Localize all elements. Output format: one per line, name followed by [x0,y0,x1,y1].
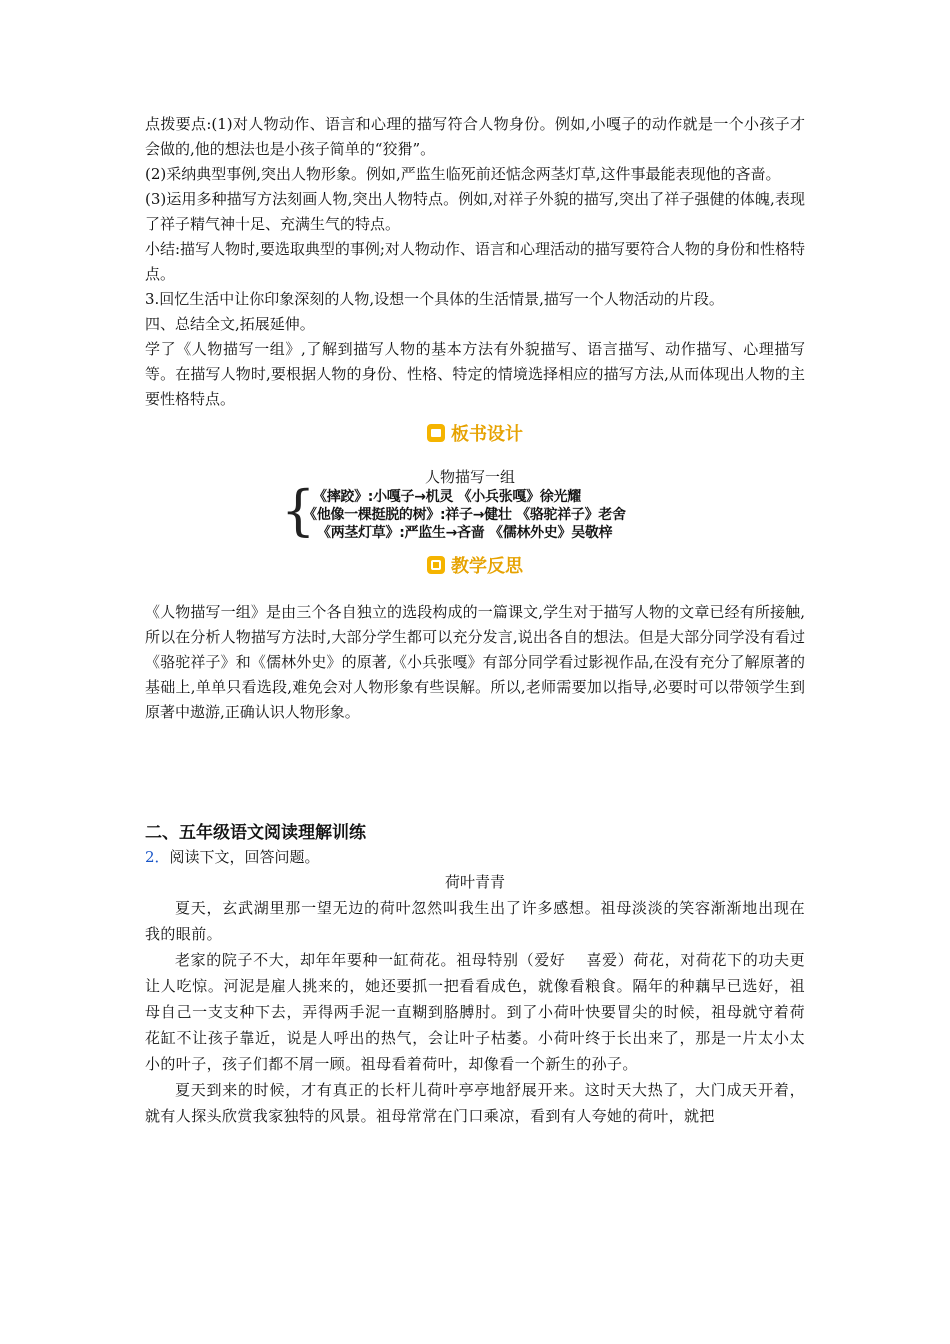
article-title: 荷叶青青 [444,873,505,891]
article-paragraph: 老家的院子不大，却年年要种一缸荷花。祖母特别（爱好 喜爱）荷花，对荷花下的功夫更让人吃惊。河泥是雇人挑来的，她还要抓一把看看成色，就像看粮食。隔年的种藕早已选好，祖母自己一支支种下去，弄得两手泥一直糊到胳膊肘。到了小荷叶快要冒尖的时候，祖母就守着荷花缸不让孩子靠近，说是人呼出的热气，会让叶子枯萎。小荷叶终于长出来了，那是一片太小太小的叶子，孩子们都不屑一顾。祖母看着荷叶，却像看一个新生的孙子。 [145,951,805,1073]
reflection-paragraph: 《人物描写一组》是由三个各自独立的选段构成的一篇课文,学生对于描写人物的文章已经有所接触,所以在分析人物描写方法时,大部分学生都可以充分发言,说出各自的想法。但是大部分同学没有看过《骆驼祥子》和《儒林外史》的原著,《小兵张嘎》有部分同学看过影视作品,在没有充分了解原著的基础上,单单只看选段,难免会对人物形象有些误解。所以,老师需要加以指导,必要时可以带领学生到原著中遨游,正确认识人物形象。 [145,603,805,721]
section-title: 教学反思 [451,556,523,577]
text-paragraph: 学了《人物描写一组》,了解到描写人物的基本方法有外貌描写、语言描写、动作描写、心理描写等。在描写人物时,要根据人物的身份、性格、特定的情境选择相应的描写方法,从而体现出人物的主要性格特点。 [145,340,805,408]
text-paragraph: 3.回忆生活中让你印象深刻的人物,设想一个具体的生活情景,描写一个人物活动的片段。 [145,290,724,308]
question-line [145,845,805,869]
brace-symbol: { [281,479,316,542]
blackboard-design [145,466,805,544]
section-title: 板书设计 [451,424,523,445]
text-paragraph: 点拨要点:(1)对人物动作、语言和心理的描写符合人物身份。例如,小嘎子的动作就是一个小孩子才会做的,他的想法也是小孩子简单的“狡猾”。 [145,115,805,158]
text-paragraph: 四、总结全文,拓展延伸。 [145,315,315,333]
question-number: 2． [145,848,170,866]
pen-icon [427,556,445,574]
text-paragraph: (2)采纳典型事例,突出人物形象。例如,严监生临死前还惦念两茎灯草,这件事最能表现他的吝啬。 [145,165,781,183]
question-text: 阅读下文，回答问题。 [169,848,320,866]
part-title: 二、五年级语文阅读理解训练 [145,823,366,843]
text-paragraph: 小结:描写人物时,要选取典型的事例;对人物动作、语言和心理活动的描写要符合人物的身份和性格特点。 [145,240,805,283]
board-title: 人物描写一组 [424,468,515,486]
text-paragraph: (3)运用多种描写方法刻画人物,突出人物特点。例如,对祥子外貌的描写,突出了祥子强健的体魄,表现了祥子精气神十足、充满生气的特点。 [145,190,805,233]
board-line: 《他像一棵挺脱的树》:祥子→健壮 《骆驼祥子》老舍 [303,507,626,523]
article-paragraph: 夏天到来的时候，才有真正的长杆儿荷叶亭亭地舒展开来。这时天大热了，大门成天开着，就有人探头欣赏我家独特的风景。祖母常常在门口乘凉，看到有人夸她的荷叶，就把 [145,1081,805,1125]
document-page [145,112,805,1129]
article-paragraph: 夏天，玄武湖里那一望无边的荷叶忽然叫我生出了许多感想。祖母淡淡的笑容渐渐地出现在我的眼前。 [145,899,805,943]
board-lines [303,488,626,542]
board-line: 《摔跤》:小嘎子→机灵 《小兵张嘎》徐光耀 [313,489,581,505]
section-header-board [145,418,805,448]
section-header-reflection [145,550,805,580]
book-icon [427,424,445,442]
board-line: 《两茎灯草》:严监生→吝啬 《儒林外史》吴敬梓 [317,525,613,541]
